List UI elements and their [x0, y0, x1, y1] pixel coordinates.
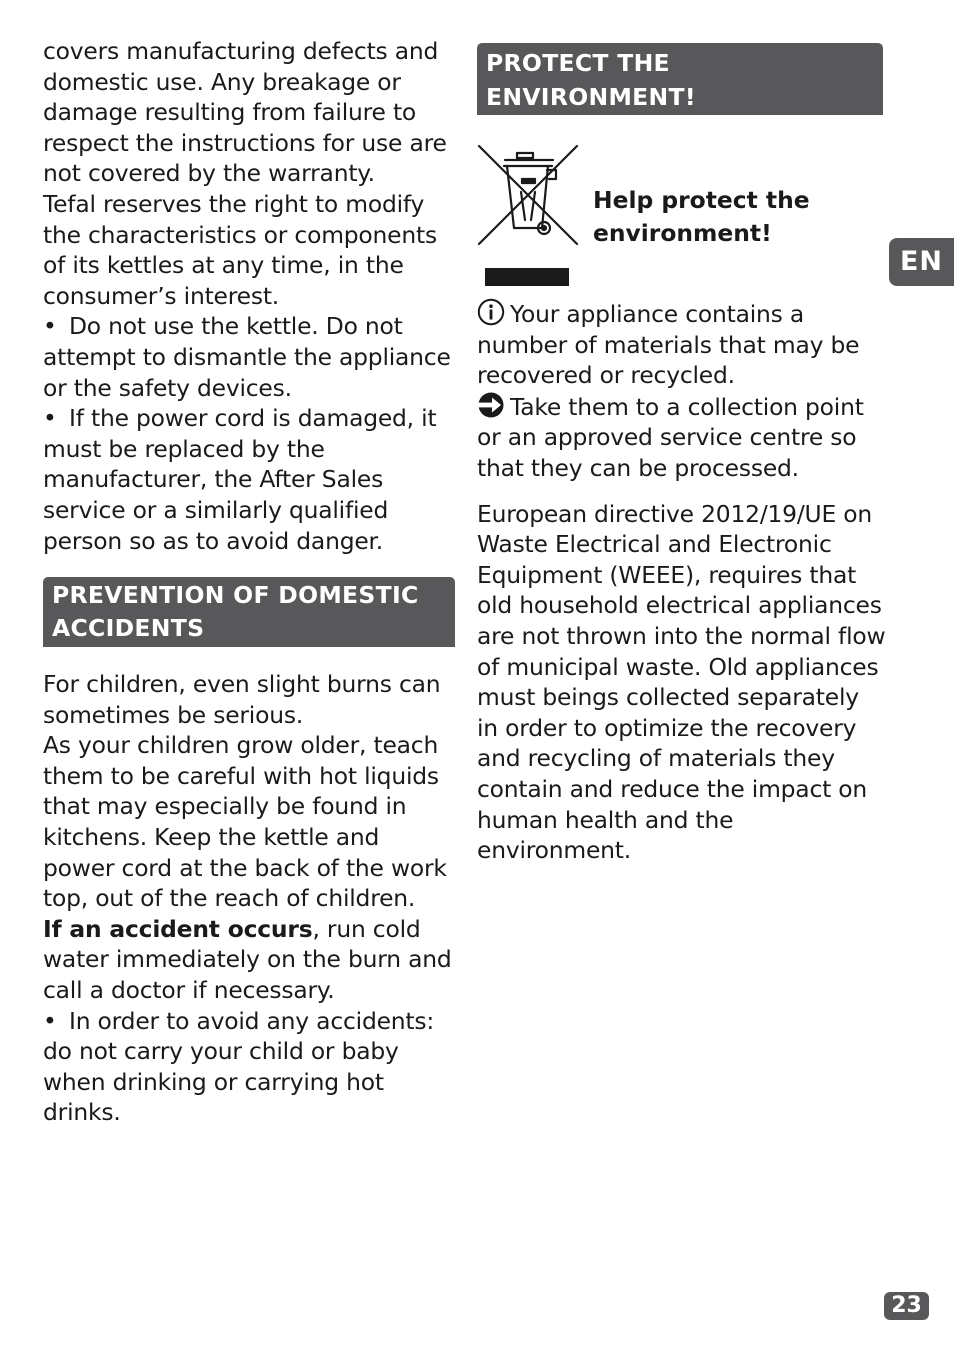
- help-line-2: environment!: [593, 218, 772, 247]
- crossed-out-wheelie-bin-icon: [477, 144, 580, 248]
- page-number: 23: [884, 1292, 929, 1320]
- language-tab: EN: [889, 238, 954, 286]
- help-protect-heading: [593, 184, 810, 249]
- section-heading-prevention: PREVENTION OF DOMESTIC ACCIDENTS: [43, 577, 455, 647]
- bullet-text: If the power cord is damaged, it must be replaced by the manufacturer, the After Sales service or a similarly qualified person so as to avoid danger.: [43, 404, 437, 555]
- section-heading-environment: PROTECT THE ENVIRONMENT!: [477, 43, 883, 115]
- materials-text: Your appliance contains a number of materials that may be recovered or recycled.: [477, 300, 860, 390]
- materials-paragraph: [477, 298, 887, 391]
- arrow-right-circle-icon: [477, 391, 505, 419]
- teach-children-paragraph: As your children grow older, teach them to be careful with hot liquids that may especially be found in kitchens. Keep the kettle and power cord at the back of the work top, out of the reach of children.: [43, 731, 447, 913]
- help-line-1: Help protect the: [593, 186, 810, 214]
- children-burns-paragraph: For children, even slight burns can sometimes be serious.: [43, 670, 441, 729]
- weee-directive-paragraph: European directive 2012/19/UE on Waste Electrical and Electronic Equipment (WEEE), requires that old household electrical appliances are not thrown into the normal flow of municipal waste. Old appliances must beings collected separately in order to optimize the recovery and recycling of materials they contain and reduce the impact on human health and the environment.: [477, 499, 886, 865]
- modification-paragraph: Tefal reserves the right to modify the characteristics or components of its kettles at any time, in the consumer’s interest.: [43, 189, 437, 310]
- left-column: [43, 36, 455, 1128]
- weee-black-bar: [485, 268, 569, 286]
- bullet-text: In order to avoid any accidents: do not carry your child or baby when drinking or carrying hot drinks.: [43, 1006, 435, 1127]
- bullet-item: [43, 311, 455, 403]
- bullet-symbol: •: [43, 404, 57, 433]
- collection-paragraph: [477, 391, 887, 484]
- bullet-symbol: •: [43, 312, 57, 341]
- accident-text: , run cold water immediately on the burn and call a doctor if necessary.: [43, 914, 452, 1005]
- info-circle-icon: [477, 298, 505, 326]
- bullet-item: [43, 1006, 455, 1128]
- accident-bold-label: If an accident occurs: [43, 914, 313, 943]
- weee-notice: [477, 144, 887, 294]
- bullet-symbol: •: [43, 1006, 57, 1035]
- recycling-info: [477, 298, 887, 484]
- right-column: [477, 36, 887, 866]
- bullet-item: [43, 403, 455, 556]
- bullet-text: Do not use the kettle. Do not attempt to dismantle the appliance or the safety devices.: [43, 312, 451, 402]
- accident-paragraph: [43, 914, 455, 1006]
- collection-text: Take them to a collection point or an approved service centre so that they can be processed.: [477, 392, 864, 482]
- warranty-paragraph: covers manufacturing defects and domestic use. Any breakage or damage resulting from failure to respect the instructions for use are not covered by the warranty.: [43, 37, 447, 188]
